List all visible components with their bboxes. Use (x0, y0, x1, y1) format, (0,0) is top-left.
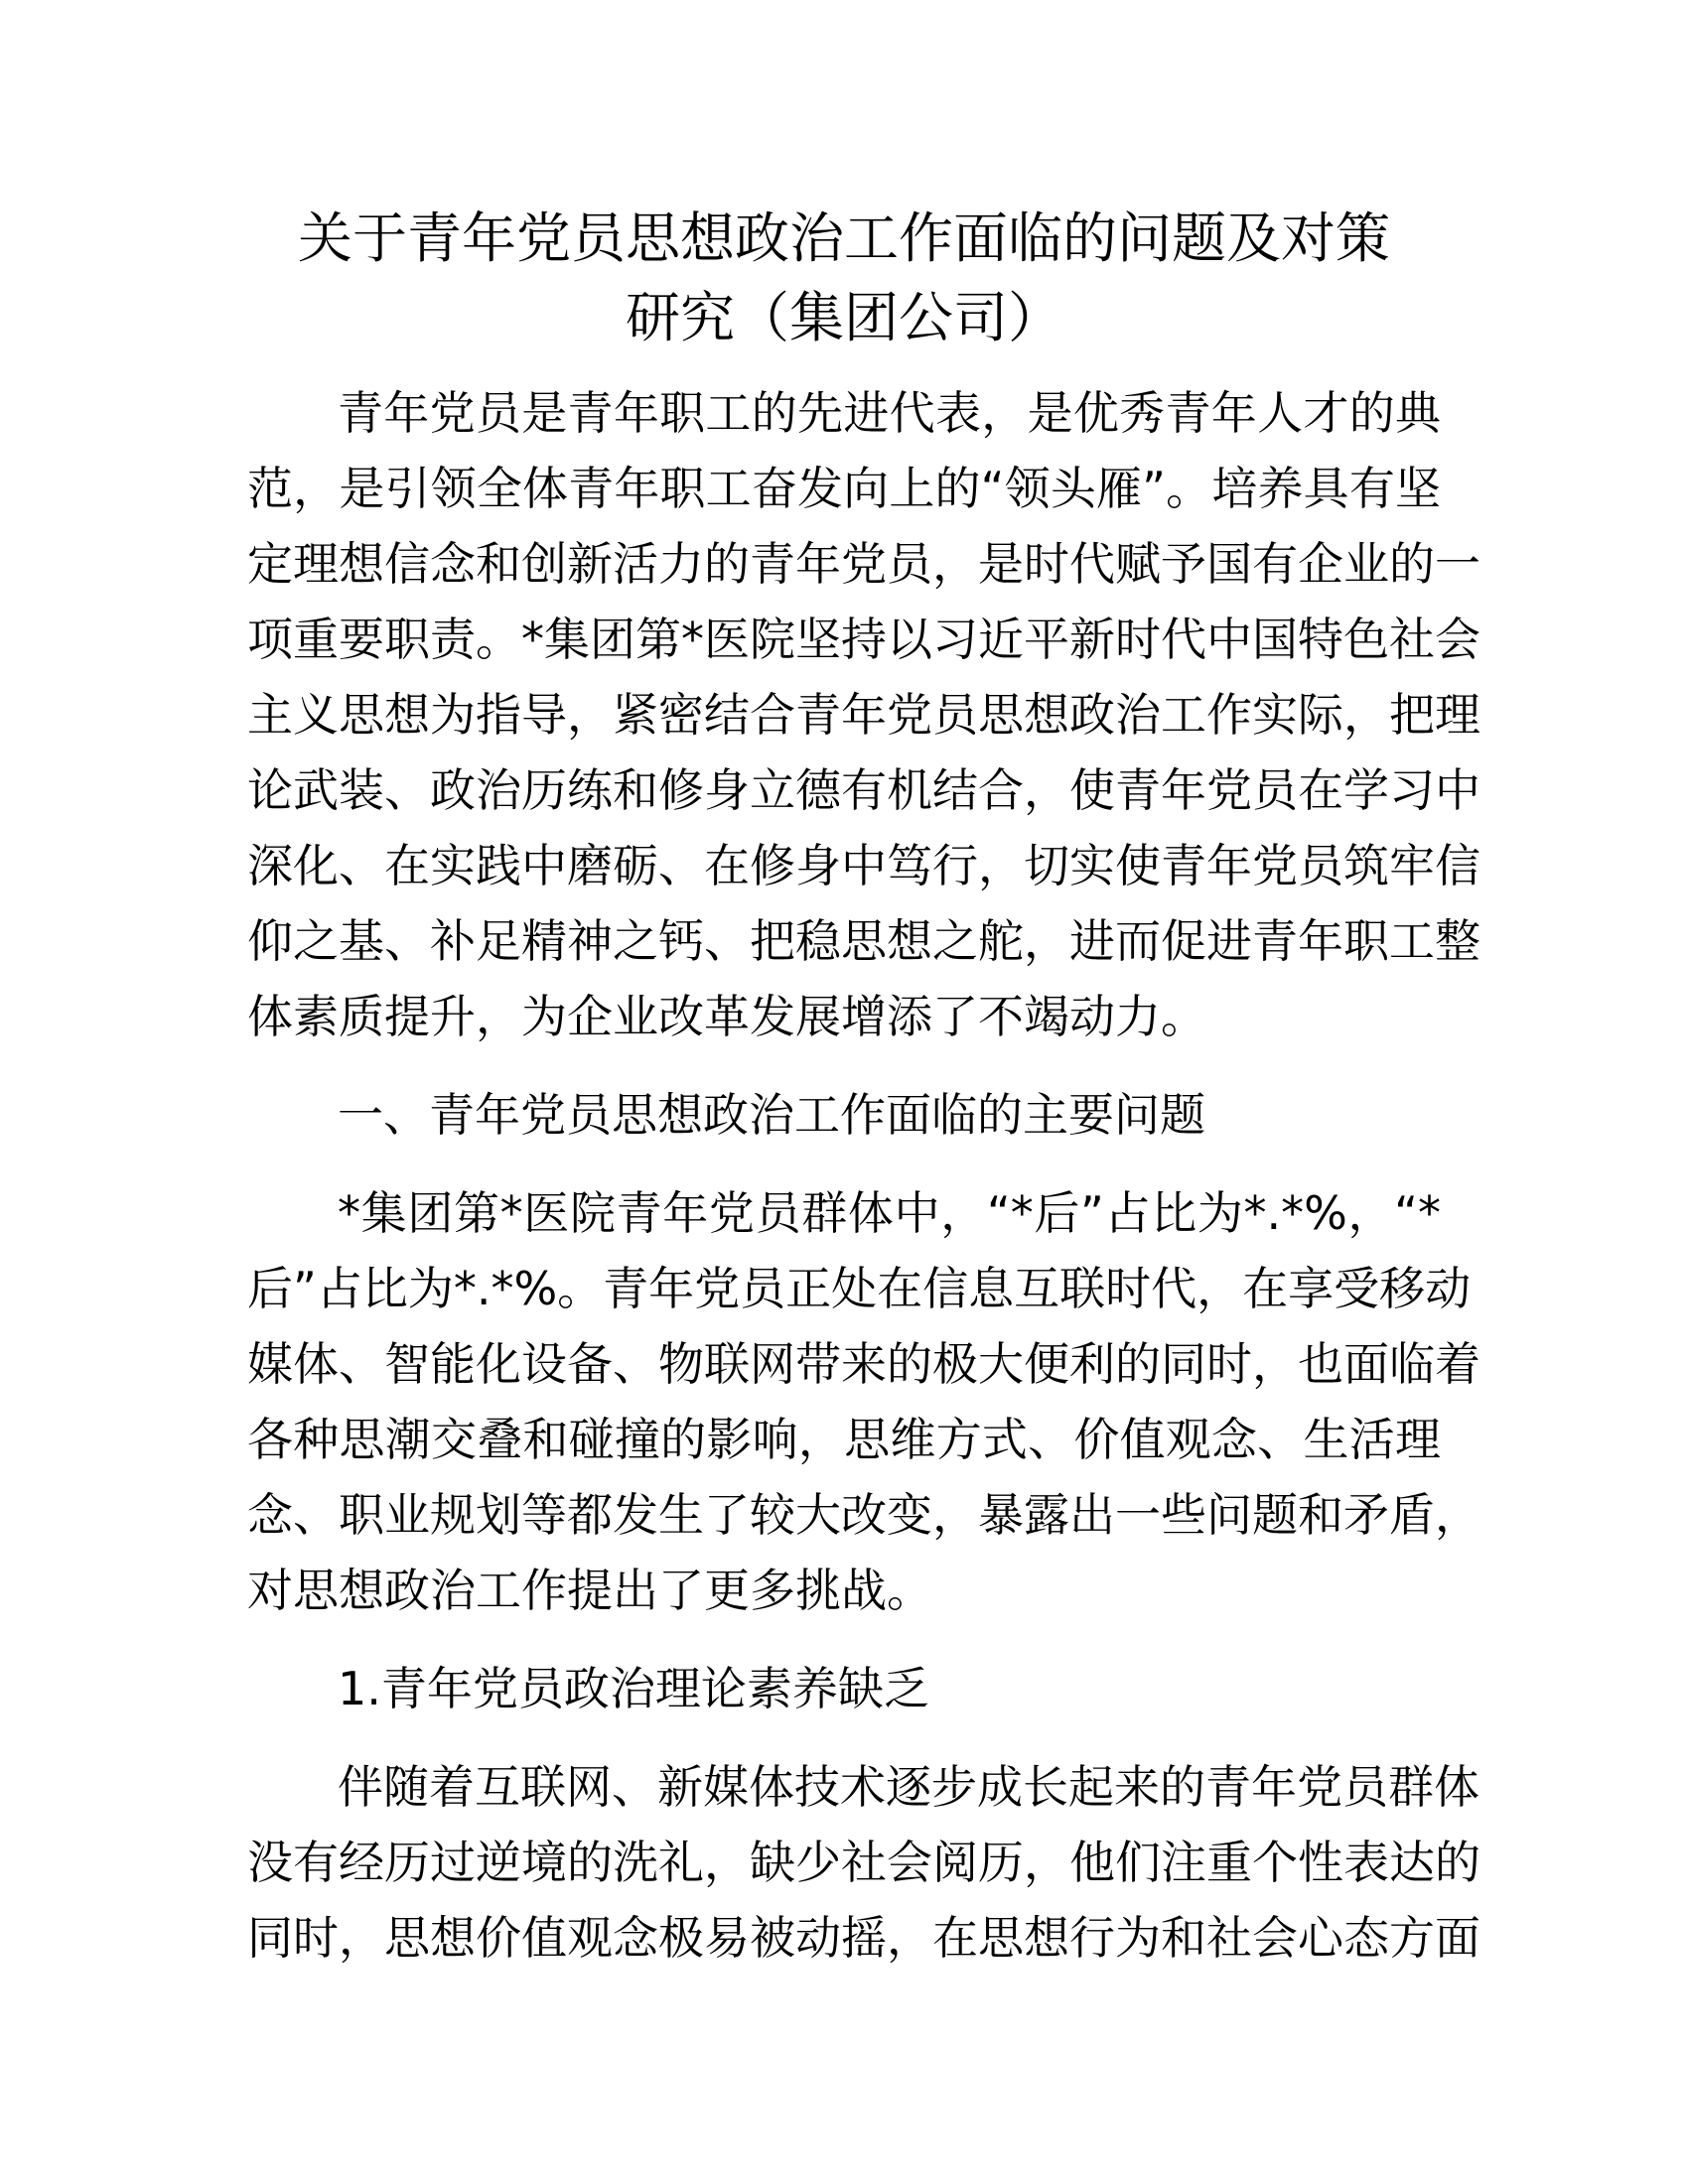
paragraph-3-line-3: 同时，思想价值观念极易被动摇，在思想行为和社会心态方面 (247, 1911, 1480, 1965)
document-title-line-1: 关于青年党员思想政治工作面临的问题及对策 (297, 206, 1390, 270)
section-heading-1: 一、青年党员思想政治工作面临的主要问题 (338, 1088, 1205, 1142)
paragraph-1-line-5: 主义思想为指导，紧密结合青年党员思想政治工作实际，把理 (247, 688, 1480, 742)
paragraph-1-line-8: 仰之基、补足精神之钙、把稳思想之舵，进而促进青年职工整 (247, 914, 1480, 968)
paragraph-2-line-6: 对思想政治工作提出了更多挑战。 (247, 1564, 932, 1617)
paragraph-1-line-1: 青年党员是青年职工的先进代表，是优秀青年人才的典 (338, 386, 1441, 440)
paragraph-3-line-2: 没有经历过逆境的洗礼，缺少社会阅历，他们注重个性表达的 (247, 1836, 1480, 1889)
document-title-line-2: 研究（集团公司） (625, 286, 1062, 349)
paragraph-2-line-3: 媒体、智能化设备、物联网带来的极大便利的同时，也面临着 (247, 1337, 1480, 1391)
paragraph-2-line-4: 各种思潮交叠和碰撞的影响，思维方式、价值观念、生活理 (247, 1413, 1441, 1466)
paragraph-2-line-2: 后”占比为*.*%。青年党员正处在信息互联时代，在享受移动 (247, 1262, 1472, 1315)
paragraph-1-line-3: 定理想信念和创新活力的青年党员，是时代赋予国有企业的一 (247, 537, 1480, 591)
paragraph-2-line-5: 念、职业规划等都发生了较大改变，暴露出一些问题和矛盾， (247, 1488, 1480, 1542)
paragraph-1-line-7: 深化、在实践中磨砺、在修身中笃行，切实使青年党员筑牢信 (247, 839, 1480, 892)
paragraph-1-line-4: 项重要职责。*集团第*医院坚持以习近平新时代中国特色社会 (247, 613, 1480, 666)
paragraph-1-line-9: 体素质提升，为企业改革发展增添了不竭动力。 (247, 990, 1206, 1043)
section-heading-2: 1.青年党员政治理论素养缺乏 (338, 1662, 929, 1715)
paragraph-1-line-6: 论武装、政治历练和修身立德有机结合，使青年党员在学习中 (247, 763, 1480, 817)
paragraph-1-line-2: 范，是引领全体青年职工奋发向上的“领头雁”。培养具有坚 (247, 462, 1441, 515)
paragraph-2-line-1: *集团第*医院青年党员群体中，“*后”占比为*.*%，“* (338, 1186, 1441, 1240)
paragraph-3-line-1: 伴随着互联网、新媒体技术逐步成长起来的青年党员群体 (338, 1760, 1479, 1814)
